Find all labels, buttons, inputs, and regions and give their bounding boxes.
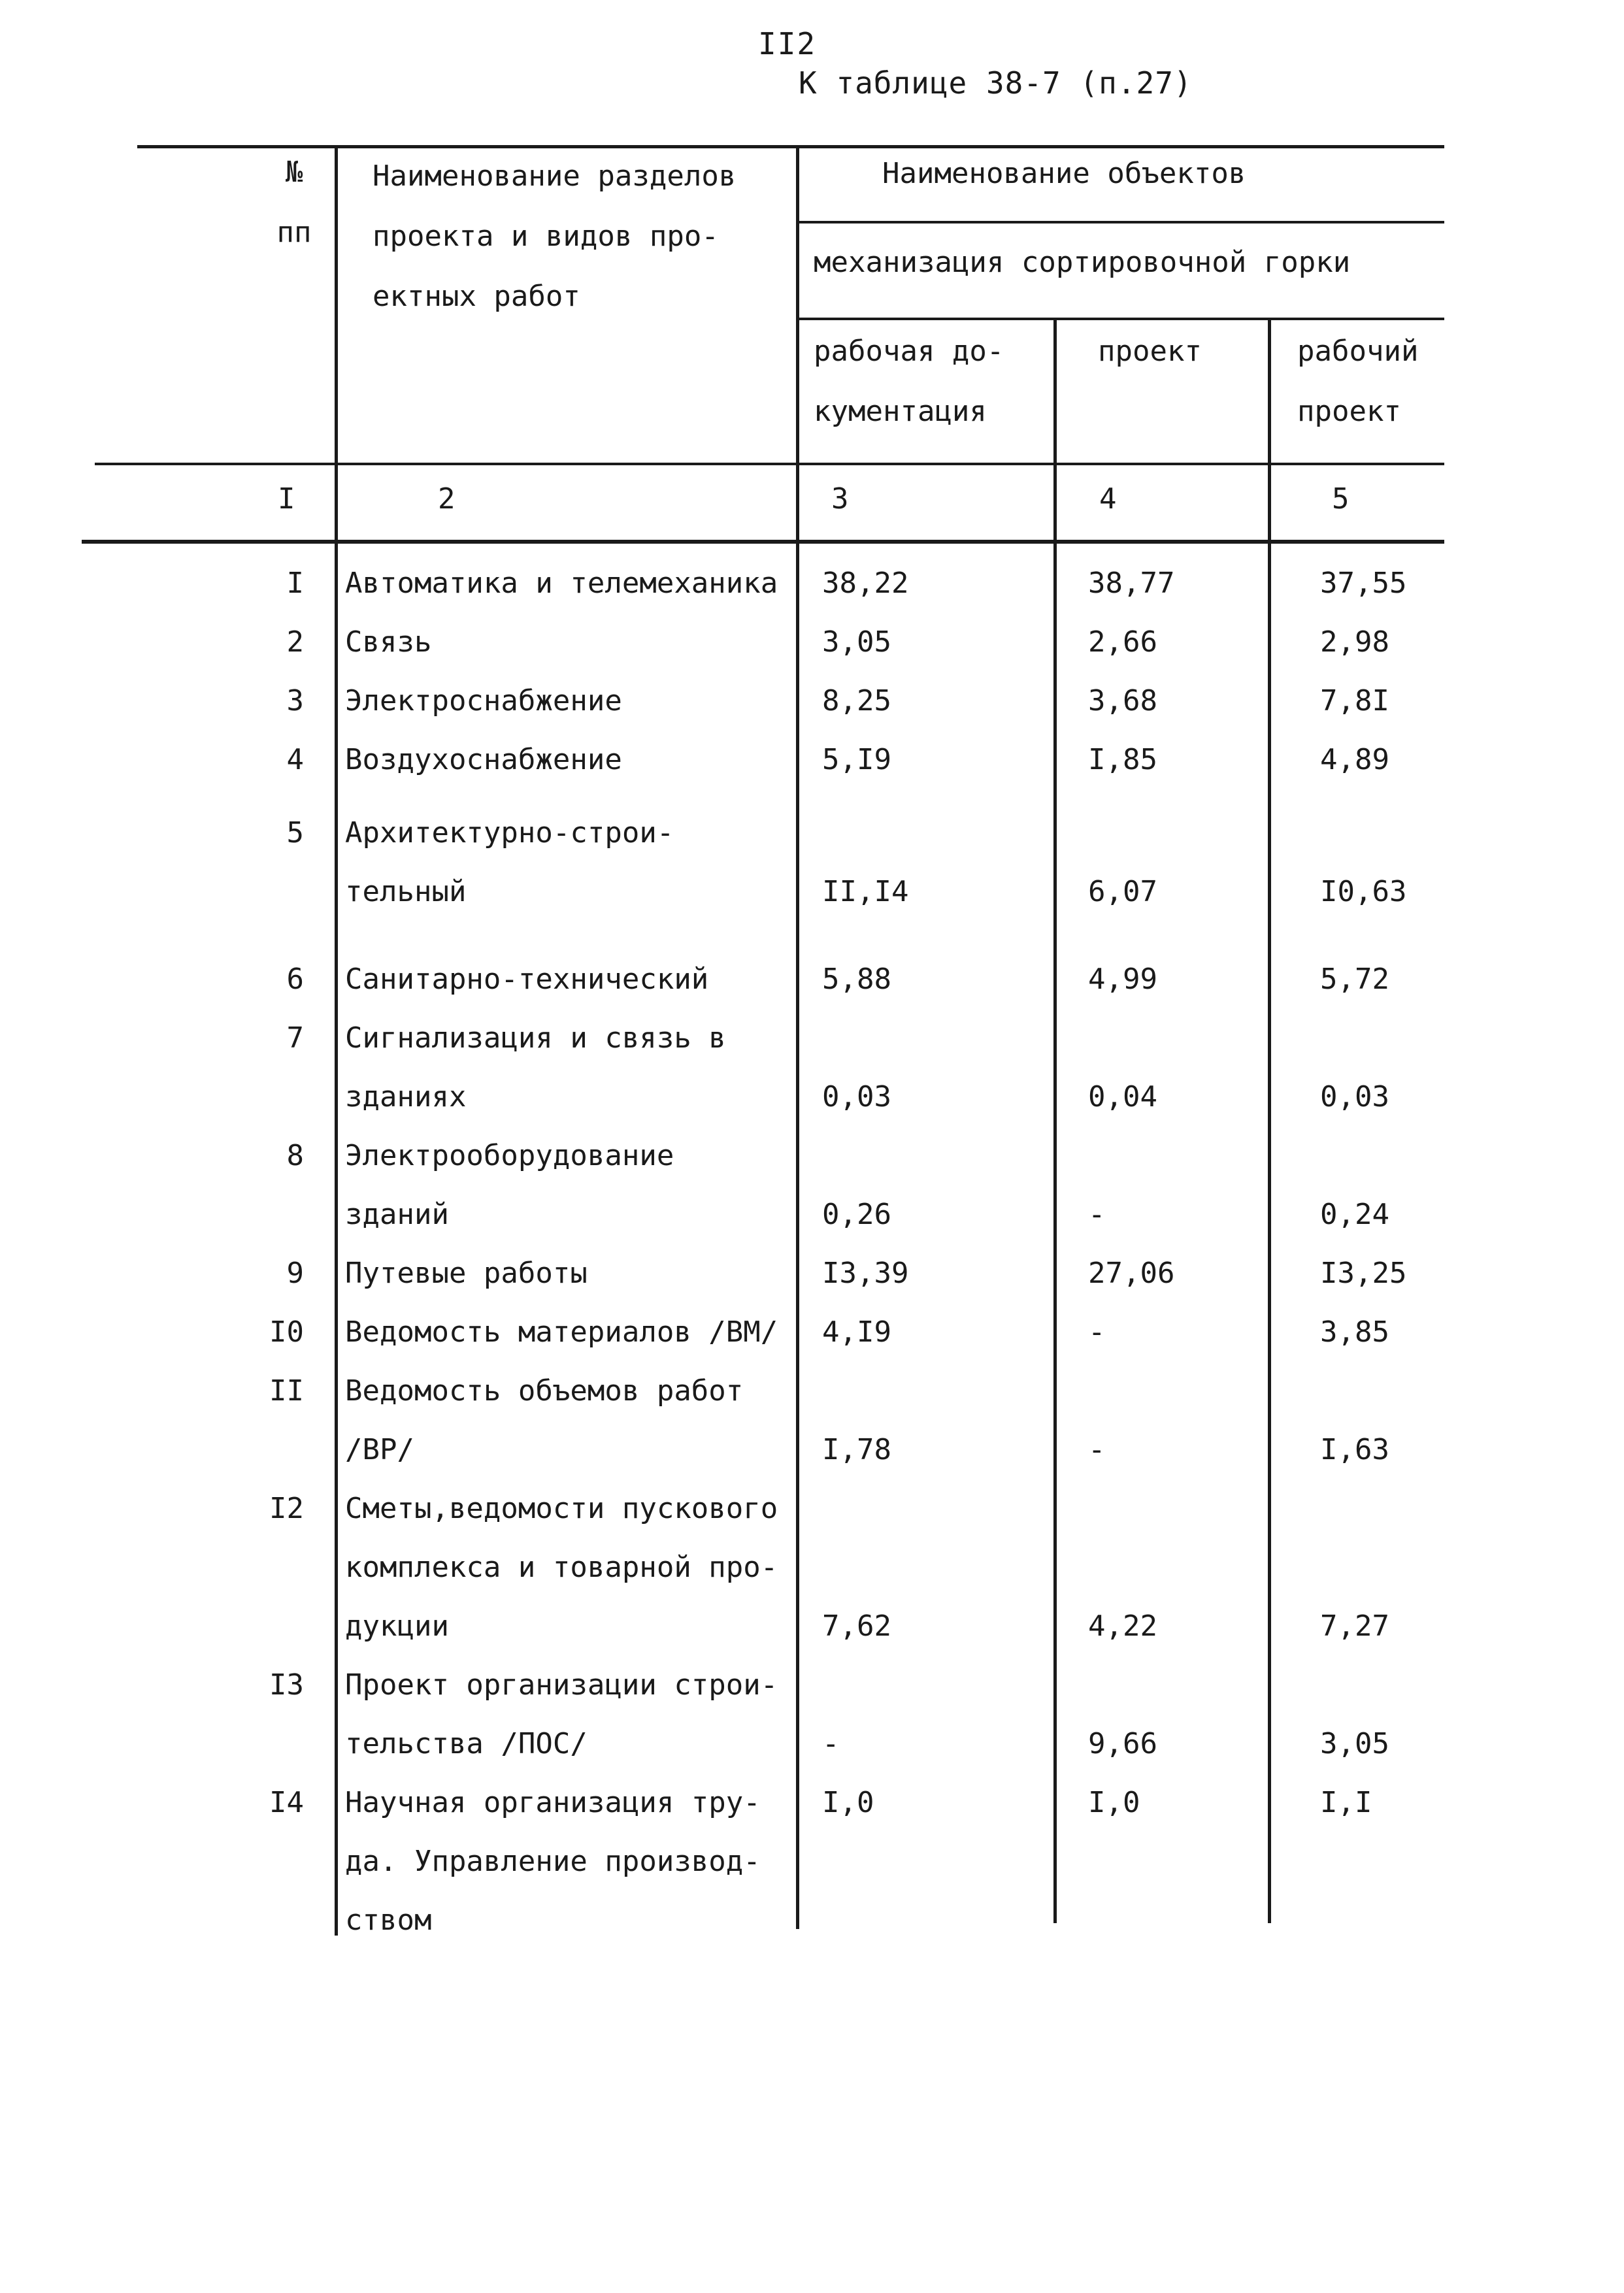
column-divider-3 [1053,319,1057,1923]
value-working-docs: 5,88 [822,963,891,996]
row-section-name: Проект организации строи- [345,1668,778,1702]
value-project: 27,06 [1088,1257,1175,1290]
row-section-name: ством [345,1904,432,1937]
value-working-project: I,I [1320,1786,1372,1819]
column-divider-1 [335,145,338,1936]
value-working-project: 3,85 [1320,1315,1389,1349]
value-working-docs: I3,39 [822,1257,909,1290]
row-number: 3 [286,684,304,718]
value-working-project: 7,8I [1320,684,1389,718]
header-sub-working-project: рабочий проект [1297,335,1419,428]
row-section-name: Путевые работы [345,1257,588,1290]
value-project: 4,22 [1088,1609,1157,1643]
value-project: 3,68 [1088,684,1157,718]
row-section-name: Связь [345,625,432,659]
value-working-docs: II,I4 [822,875,909,908]
column-index-1: I [278,482,295,516]
value-working-project: 3,05 [1320,1727,1389,1760]
row-section-name: комплекса и товарной про- [345,1551,778,1584]
value-working-project: I0,63 [1320,875,1407,908]
row-number: I0 [269,1315,304,1349]
header-sub-project: проект [1098,335,1202,368]
row-section-name: Автоматика и телемеханика [345,567,778,600]
header-objects: Наименование объектов [882,157,1246,190]
index-row-rule [82,540,1444,544]
row-number: I4 [269,1786,304,1819]
column-index-2: 2 [438,482,456,516]
value-working-project: 37,55 [1320,567,1407,600]
value-working-project: 7,27 [1320,1609,1389,1643]
header-section-col: Наименование разделов проекта и видов про- ектных работ [373,159,737,313]
value-working-docs: 0,26 [822,1198,891,1231]
row-section-name: Сигнализация и связь в [345,1021,726,1055]
value-project: 0,04 [1088,1080,1157,1114]
column-index-4: 4 [1099,482,1117,516]
value-project: I,0 [1088,1786,1140,1819]
row-section-name: /ВР/ [345,1433,414,1466]
column-index-3: 3 [831,482,849,516]
value-project: - [1088,1198,1106,1231]
header-sub-working-docs: рабочая до- кументация [814,335,1004,428]
row-number: 4 [286,743,304,776]
value-project: - [1088,1315,1106,1349]
row-number: I [286,567,304,600]
row-number: 2 [286,625,304,659]
objects-header-rule [797,221,1444,223]
value-project: I,85 [1088,743,1157,776]
page-number: II2 [758,26,817,61]
row-number: I2 [269,1492,304,1525]
value-working-docs: I,78 [822,1433,891,1466]
value-working-project: 0,24 [1320,1198,1389,1231]
value-project: 38,77 [1088,567,1175,600]
value-working-docs: 4,I9 [822,1315,891,1349]
value-project: 9,66 [1088,1727,1157,1760]
value-working-project: 5,72 [1320,963,1389,996]
row-section-name: Электрооборудование [345,1139,674,1172]
row-number: 8 [286,1139,304,1172]
value-working-docs: 0,03 [822,1080,891,1114]
row-number: 7 [286,1021,304,1055]
row-number: 9 [286,1257,304,1290]
value-working-project: 2,98 [1320,625,1389,659]
value-working-project: I,63 [1320,1433,1389,1466]
row-section-name: Сметы,ведомости пускового [345,1492,778,1525]
row-section-name: зданиях [345,1080,467,1114]
row-section-name: Ведомость материалов /ВМ/ [345,1315,778,1349]
value-project: - [1088,1433,1106,1466]
value-working-docs: 7,62 [822,1609,891,1643]
row-section-name: Санитарно-технический [345,963,709,996]
row-section-name: зданий [345,1198,449,1231]
row-section-name: да. Управление производ- [345,1845,761,1878]
value-project: 6,07 [1088,875,1157,908]
row-number: 5 [286,816,304,850]
row-section-name: Воздухоснабжение [345,743,622,776]
value-working-project: 4,89 [1320,743,1389,776]
column-divider-4 [1268,319,1271,1923]
value-working-project: I3,25 [1320,1257,1407,1290]
row-section-name: Электроснабжение [345,684,622,718]
column-index-5: 5 [1332,482,1350,516]
row-section-name: дукции [345,1609,449,1643]
subheader-rule [797,318,1444,320]
value-project: 2,66 [1088,625,1157,659]
value-working-docs: 38,22 [822,567,909,600]
header-object-name: механизация сортировочной горки [814,246,1351,279]
row-section-name: Научная организация тру- [345,1786,761,1819]
header-bottom-rule [95,463,1444,465]
row-number: II [269,1374,304,1408]
row-section-name: Архитектурно-строи- [345,816,674,850]
value-working-project: 0,03 [1320,1080,1389,1114]
value-working-docs: 5,I9 [822,743,891,776]
value-working-docs: 3,05 [822,625,891,659]
row-number: 6 [286,963,304,996]
value-working-docs: I,0 [822,1786,874,1819]
row-number: I3 [269,1668,304,1702]
table-caption: К таблице 38-7 (п.27) [799,65,1193,101]
column-divider-2 [796,145,799,1929]
row-section-name: тельный [345,875,467,908]
table-top-rule [137,145,1444,148]
header-number-col: № пп [276,156,312,249]
value-working-docs: 8,25 [822,684,891,718]
value-working-docs: - [822,1727,840,1760]
row-section-name: тельства /ПОС/ [345,1727,588,1760]
row-section-name: Ведомость объемов работ [345,1374,744,1408]
value-project: 4,99 [1088,963,1157,996]
